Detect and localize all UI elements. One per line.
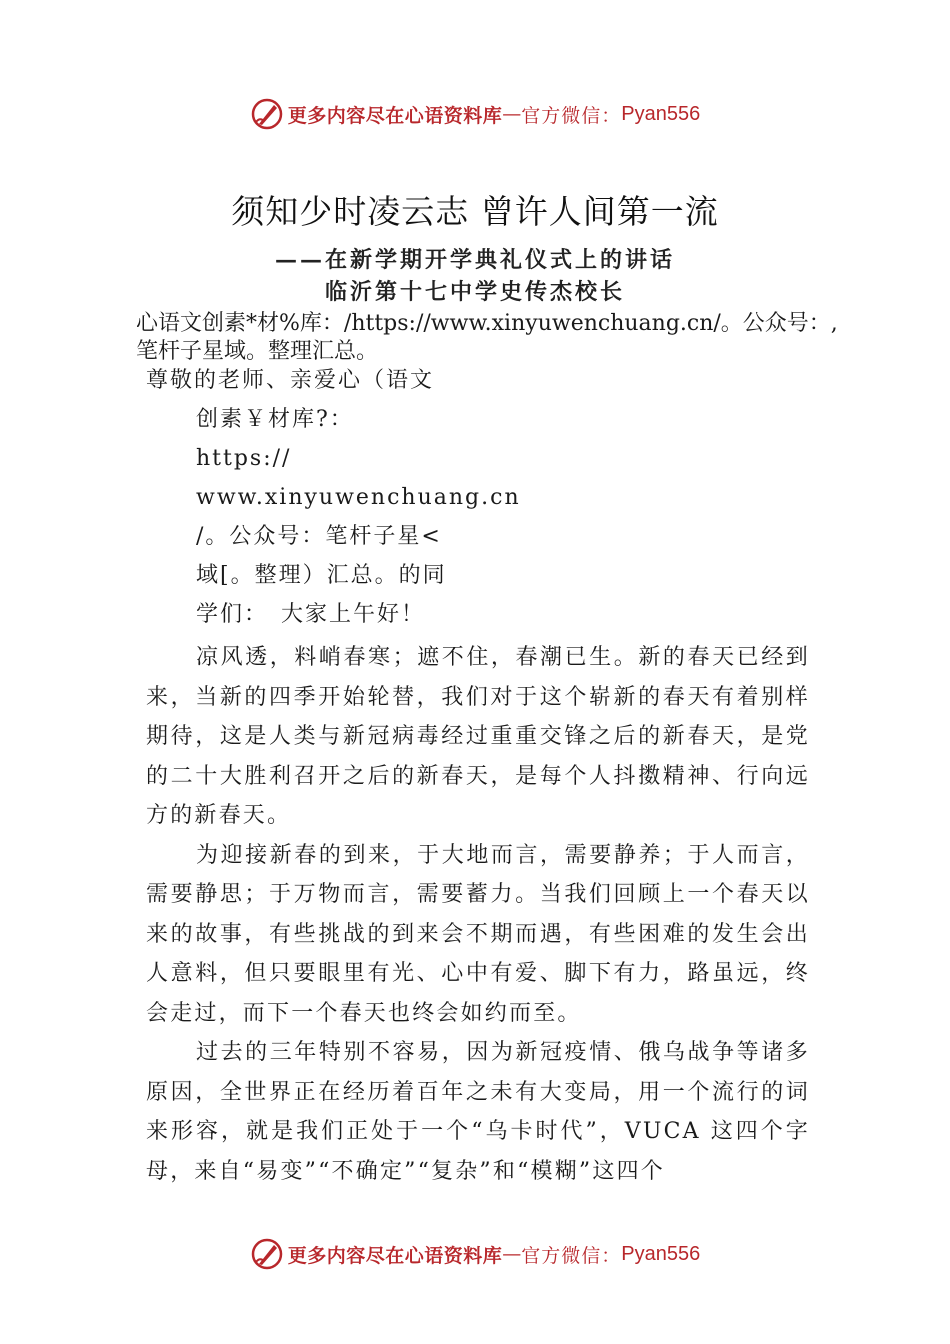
subtitle-occasion: ——在新学期开学典礼仪式上的讲话 [274,247,675,273]
header-banner [0,94,950,134]
paragraph: 凉风透，料峭春寒；遮不住，春潮已生。新的春天已经到来，当新的四季开始轮替，我们对于这个崭新的春天有着别样期待，这是人类与新冠病毒经过重重交锋之后的新春天，是党的二十大胜利召开之后的新春天，是每个人抖擞精神、行向远方的新春天。 [146,645,810,828]
quill-pen-icon [250,97,284,131]
banner-wechat-label: 官方微信： [521,1244,622,1267]
paragraph: 为迎接新春的到来，于大地而言，需要静养；于人而言，需要静思；于万物而言，需要蓄力。当我们回顾上一个春天以来的故事，有些挑战的到来会不期而遇，有些困难的发生会出人意料，但只要眼里有光、心中有爱、脚下有力，路虽远，终会走过，而下一个春天也终会如约而至。 [146,842,810,1026]
banner-wechat-label: 官方微信： [521,104,622,127]
banner-wechat-id: Pyan556 [621,102,701,125]
greeting-line: 域[。整理）汇总。的同 [196,563,447,588]
greeting-block [146,366,521,639]
source-note: 心语文创素*材%库：/https://www.xinyuwenchuang.cn/。公众号：,笔杆子星域。整理汇总。 [136,311,838,364]
page-title: 须知少时凌云志 曾许人间第一流 [231,192,719,231]
banner-wechat-id: Pyan556 [621,1242,701,1265]
greeting-line: www.xinyuwenchuang.cn [196,485,521,510]
footer-banner [0,1234,950,1274]
greeting-line: 学们： 大家上午好！ [196,602,426,627]
banner-main-text: 更多内容尽在心语资料库 [287,104,503,127]
greeting-line: 创素￥材库?： [196,407,354,432]
banner-dash: — [502,103,522,125]
greeting-line: https:// [196,446,292,471]
banner-dash: — [502,1243,522,1265]
quill-pen-icon [250,1237,284,1271]
banner-main-text: 更多内容尽在心语资料库 [287,1244,503,1267]
speech-body [146,638,810,1191]
greeting-line: /。公众号：笔杆子星< [196,524,442,549]
greeting-line: 尊敬的老师、亲爱心（语文 [146,368,435,393]
subtitle-speaker: 临沂第十七中学史传杰校长 [324,279,625,305]
paragraph: 过去的三年特别不容易，因为新冠疫情、俄乌战争等诸多原因，全世界正在经历着百年之未有大变局，用一个流行的词来形容，就是我们正处于一个“乌卡时代”，VUCA 这四个字母，来自“易变”“不确定”“复杂”和“模糊”这四个 [146,1040,810,1184]
